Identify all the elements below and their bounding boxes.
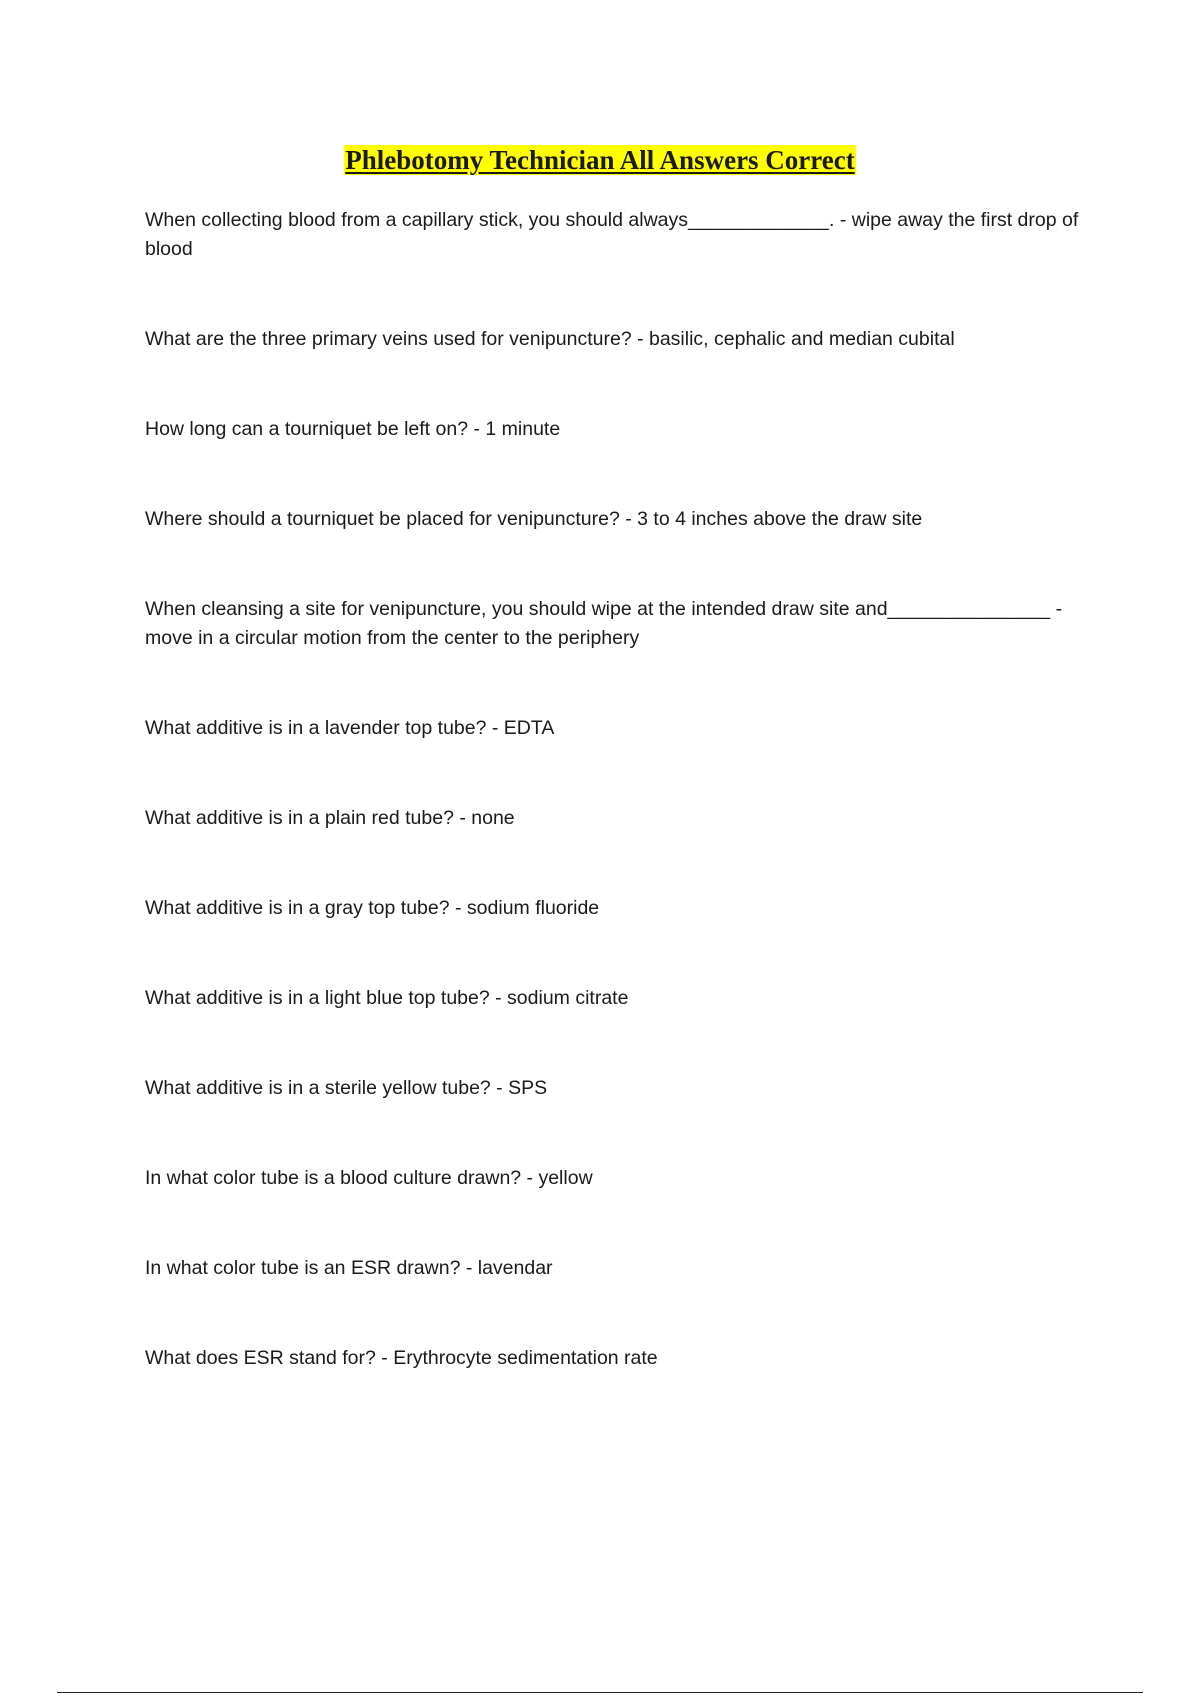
qa-item: When cleansing a site for venipuncture, you should wipe at the intended draw site and_______________ - move in a circular motion from the center to the periphery <box>145 598 1068 649</box>
qa-item: What additive is in a gray top tube? - sodium fluoride <box>145 897 600 919</box>
qa-item: What does ESR stand for? - Erythrocyte sedimentation rate <box>145 1347 658 1369</box>
page-title <box>0 144 1200 176</box>
qa-item: What additive is in a plain red tube? - none <box>145 807 515 829</box>
qa-item: What additive is in a light blue top tube? - sodium citrate <box>145 987 629 1009</box>
page-title-text: Phlebotomy Technician All Answers Correct <box>345 145 855 175</box>
qa-item: How long can a tourniquet be left on? - 1 minute <box>145 418 561 440</box>
qa-item: What are the three primary veins used for venipuncture? - basilic, cephalic and median cubital <box>145 328 955 350</box>
footer-divider <box>57 1692 1143 1693</box>
qa-item: What additive is in a lavender top tube? - EDTA <box>145 717 555 739</box>
qa-item: In what color tube is a blood culture drawn? - yellow <box>145 1167 593 1189</box>
qa-item: Where should a tourniquet be placed for venipuncture? - 3 to 4 inches above the draw site <box>145 508 923 530</box>
qa-item: What additive is in a sterile yellow tube? - SPS <box>145 1077 548 1099</box>
qa-item: When collecting blood from a capillary stick, you should always_____________. - wipe away the first drop of blood <box>145 209 1084 260</box>
qa-item: In what color tube is an ESR drawn? - lavendar <box>145 1257 553 1279</box>
qa-list <box>145 206 1090 1434</box>
